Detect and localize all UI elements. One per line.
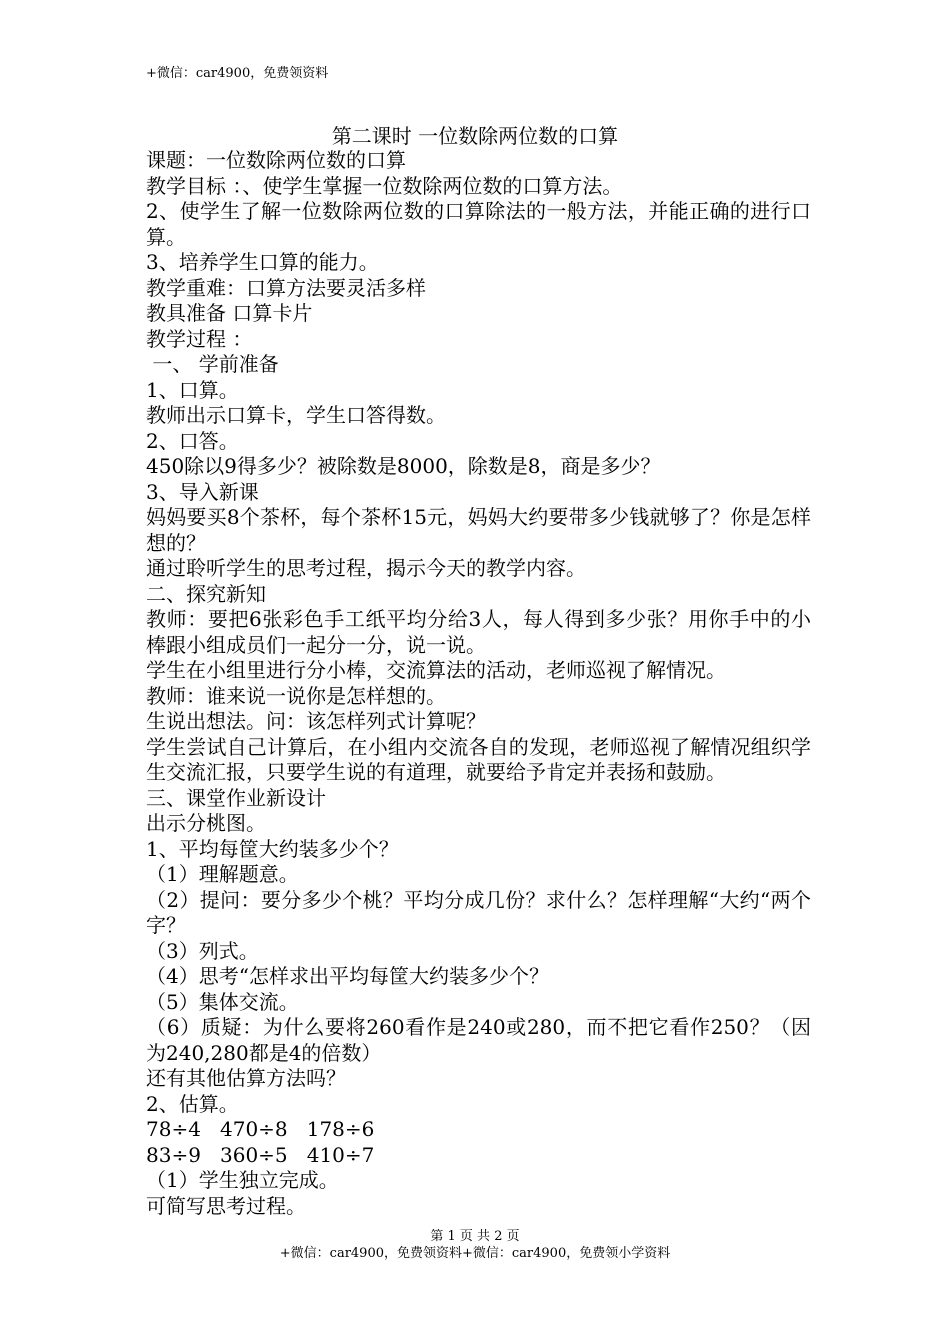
- body-line: 妈妈要买8个茶杯，每个茶杯15元，妈妈大约要带多少钱就够了？你是怎样想的？: [146, 505, 811, 555]
- body-line: 3、培养学生口算的能力。: [146, 250, 379, 274]
- lesson-title: 第二课时 一位数除两位数的口算: [331, 124, 619, 148]
- body-line: 2、估算。: [146, 1091, 239, 1116]
- body-line: 还有其他估算方法吗？: [146, 1066, 346, 1090]
- body-line: 2、口答。: [146, 428, 239, 453]
- document-body: [146, 148, 811, 1219]
- body-line: 3、导入新课: [146, 479, 259, 504]
- body-line: 课题：一位数除两位数的口算: [146, 148, 406, 172]
- body-line: 可简写思考过程。: [146, 1193, 306, 1218]
- body-line: 78÷4 470÷8 178÷6: [146, 1117, 375, 1141]
- body-line: 二、探究新知: [146, 581, 266, 606]
- body-line: （1）理解题意。: [146, 862, 299, 886]
- body-line: 教学重难：口算方法要灵活多样: [146, 275, 426, 300]
- body-line: 出示分桃图。: [146, 811, 266, 835]
- body-line: 教具准备 口算卡片: [146, 301, 313, 325]
- body-line: 83÷9 360÷5 410÷7: [146, 1142, 375, 1167]
- body-line: 450除以9得多少？被除数是8000，除数是8，商是多少？: [146, 454, 661, 478]
- body-line: 教师出示口算卡，学生口答得数。: [146, 403, 446, 427]
- body-line: （4）思考“怎样求出平均每筐大约装多少个？: [146, 964, 549, 988]
- page-header: +微信：car4900，免费领资料: [146, 66, 329, 81]
- body-line: 2、使学生了解一位数除两位数的口算除法的一般方法，并能正确的进行口算。: [146, 199, 811, 249]
- body-line: 教师：谁来说一说你是怎样想的。: [146, 683, 446, 708]
- body-line: 学生尝试自己计算后，在小组内交流各自的发现，老师巡视了解情况组织学生交流汇报，只要学生说的有道理，就要给予肯定并表扬和鼓励。: [146, 734, 811, 784]
- body-line: 教学目标 ：、使学生掌握一位数除两位数的口算方法。: [146, 173, 623, 198]
- body-line: 学生在小组里进行分小棒，交流算法的活动，老师巡视了解情况。: [146, 658, 726, 682]
- body-line: 一、 学前准备: [146, 352, 279, 376]
- body-line: 教学过程 ：: [146, 326, 253, 351]
- page-number: 第 1 页 共 2 页: [430, 1229, 520, 1244]
- body-line: （2）提问：要分多少个桃？平均分成几份？求什么？怎样理解“大约“两个字？: [146, 887, 811, 937]
- body-line: 通过聆听学生的思考过程，揭示今天的教学内容。: [146, 556, 586, 580]
- page-footer: +微信：car4900，免费领资料+微信：car4900，免费领小学资料: [279, 1246, 671, 1261]
- body-line: （6）质疑：为什么要将260看作是240或280，而不把它看作250？（因为240,280都是4的倍数）: [146, 1015, 811, 1065]
- body-line: （3）列式。: [146, 938, 259, 963]
- body-line: 1、口算。: [146, 377, 239, 402]
- body-line: 1、平均每筐大约装多少个？: [146, 836, 399, 861]
- body-line: 三、课堂作业新设计: [146, 785, 326, 810]
- body-line: （1）学生独立完成。: [146, 1168, 339, 1192]
- body-line: 教师：要把6张彩色手工纸平均分给3人，每人得到多少张？用你手中的小棒跟小组成员们一起分一分，说一说。: [146, 607, 811, 657]
- body-line: 生说出想法。问：该怎样列式计算呢？: [146, 709, 486, 733]
- body-line: （5）集体交流。: [146, 989, 299, 1014]
